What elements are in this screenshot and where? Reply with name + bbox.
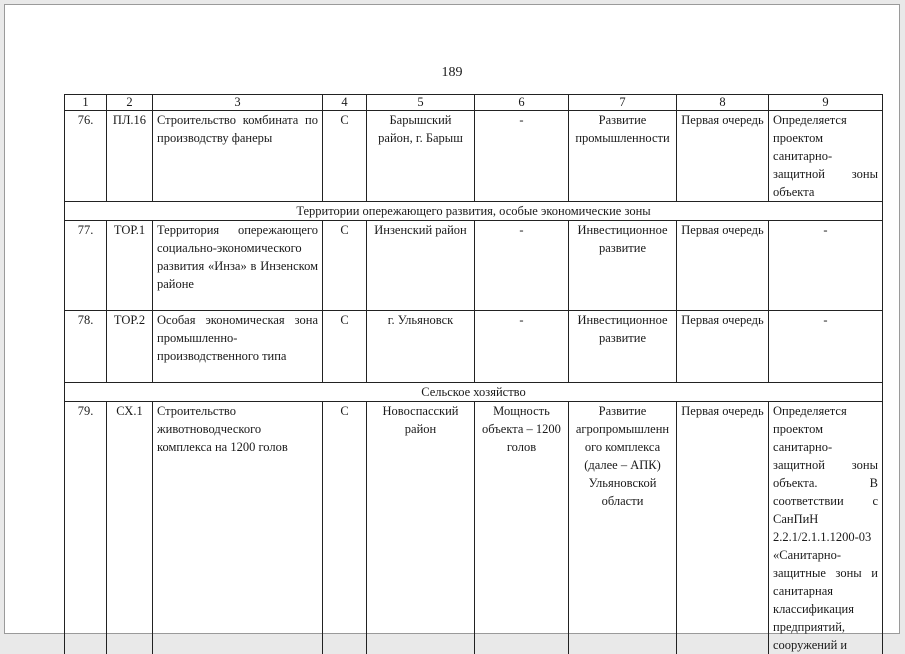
column-header: 8 — [677, 95, 769, 111]
column-header: 6 — [475, 95, 569, 111]
object-name: Территория опережающего социально-экономического развития «Инза» в Инзенском районе — [153, 221, 323, 311]
object-purpose: Инвестиционное развитие — [569, 221, 677, 311]
column-header: 5 — [367, 95, 475, 111]
object-code: ТОР.1 — [107, 221, 153, 311]
object-capacity: - — [475, 311, 569, 383]
object-note: - — [769, 221, 883, 311]
document-page — [4, 4, 900, 634]
object-code: СХ.1 — [107, 402, 153, 654]
column-header: 9 — [769, 95, 883, 111]
page-number: 189 — [5, 65, 899, 81]
object-name: Строительство комбината по производству фанеры — [153, 111, 323, 202]
object-capacity: - — [475, 221, 569, 311]
column-header: 3 — [153, 95, 323, 111]
object-stage: Первая очередь — [677, 111, 769, 202]
object-location: Инзенский район — [367, 221, 475, 311]
object-capacity: Мощность объекта – 1200 голов — [475, 402, 569, 654]
object-name: Строительство животноводческого комплекса на 1200 голов — [153, 402, 323, 654]
object-stage: Первая очередь — [677, 311, 769, 383]
object-stage: Первая очередь — [677, 221, 769, 311]
object-purpose: Развитие агропромышленного комплекса (далее – АПК) Ульяновской области — [569, 402, 677, 654]
object-capacity: - — [475, 111, 569, 202]
object-purpose: Инвестиционное развитие — [569, 311, 677, 383]
object-purpose: Развитие промышленности — [569, 111, 677, 202]
table-row — [65, 221, 883, 311]
section-row — [65, 383, 883, 402]
object-note: - — [769, 311, 883, 383]
section-title: Территории опережающего развития, особые экономические зоны — [65, 202, 883, 221]
table-header-row — [65, 95, 883, 111]
object-note: Определяется проектом санитарно-защитной зоны объекта. В соответствии с СанПиН 2.2.1/2.1.1.1200-03 «Санитарно-защитные зоны и санитарная классификация предприятий, сооружений и — [769, 402, 883, 654]
object-status: С — [323, 311, 367, 383]
row-number: 78. — [65, 311, 107, 383]
row-number: 77. — [65, 221, 107, 311]
object-status: С — [323, 221, 367, 311]
object-stage: Первая очередь — [677, 402, 769, 654]
object-note: Определяется проектом санитарно-защитной зоны объекта — [769, 111, 883, 202]
row-number: 79. — [65, 402, 107, 654]
table-row — [65, 311, 883, 383]
row-number: 76. — [65, 111, 107, 202]
table-row — [65, 111, 883, 202]
object-status: С — [323, 111, 367, 202]
object-location: Новоспасский район — [367, 402, 475, 654]
column-header: 7 — [569, 95, 677, 111]
table-row — [65, 402, 883, 654]
object-code: ПЛ.16 — [107, 111, 153, 202]
objects-table — [64, 94, 883, 654]
column-header: 2 — [107, 95, 153, 111]
section-row — [65, 202, 883, 221]
object-status: С — [323, 402, 367, 654]
column-header: 1 — [65, 95, 107, 111]
column-header: 4 — [323, 95, 367, 111]
object-location: г. Ульяновск — [367, 311, 475, 383]
object-name: Особая экономическая зона промышленно-производственного типа — [153, 311, 323, 383]
object-location: Барышский район, г. Барыш — [367, 111, 475, 202]
section-title: Сельское хозяйство — [65, 383, 883, 402]
object-code: ТОР.2 — [107, 311, 153, 383]
